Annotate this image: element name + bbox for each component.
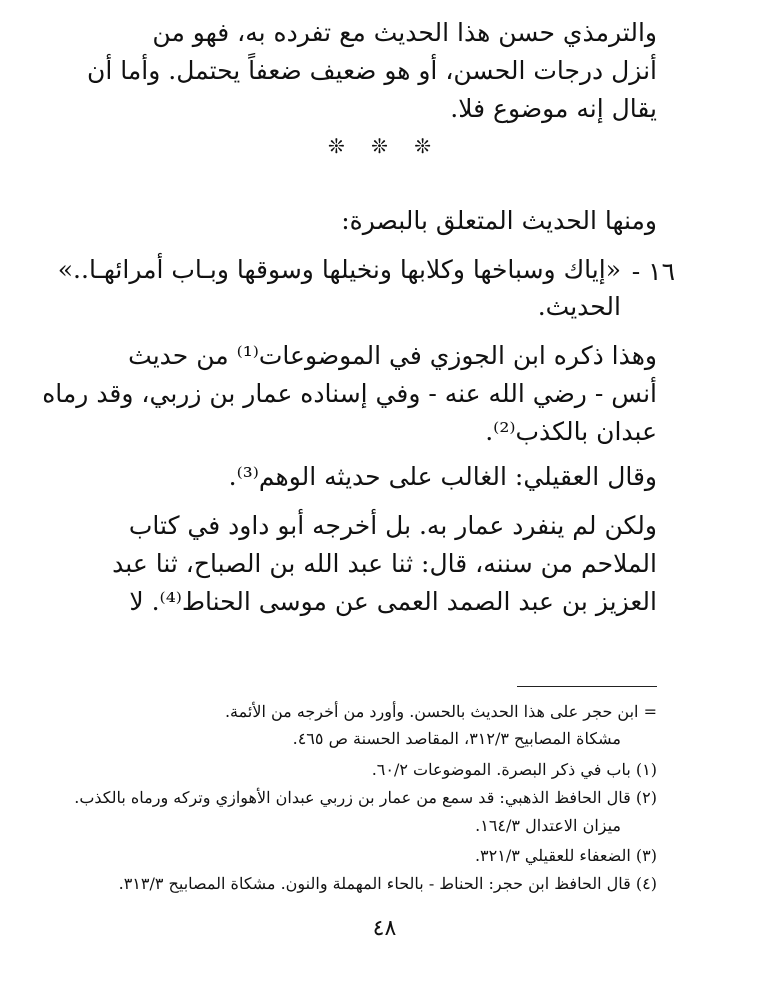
footnote-continuation-line-1: = ابن حجر على هذا الحديث بالحسن. وأورد من أخرجه من الأئمة.	[224, 702, 657, 721]
section-intro: ومنها الحديث المتعلق بالبصرة:	[341, 206, 657, 235]
hadith-text-line-2: الحديث.	[537, 292, 621, 321]
paragraph-1-line-3: يقال إنه موضوع فلا.	[450, 94, 657, 123]
hadith-text-line-1: «إياك وسباخها وكلابها ونخيلها وسوقها وبـاب أمرائهـا..»	[57, 255, 621, 284]
paragraph-1-line-2: أنزل درجات الحسن، أو هو ضعيف ضعفاً يحتمل. وأما أن	[87, 56, 657, 85]
hadith-number: ١٦ -	[631, 257, 675, 286]
page-number: ٤٨	[372, 916, 397, 941]
paragraph-2-line-1: وهذا ذكره ابن الجوزي في الموضوعات⁽¹⁾ من حديث	[128, 341, 657, 370]
paragraph-1-line-1: والترمذي حسن هذا الحديث مع تفرده به، فهو من	[152, 18, 657, 47]
paragraph-2-line-3: عبدان بالكذب⁽²⁾.	[485, 417, 657, 446]
footnote-1: (١) باب في ذكر البصرة. الموضوعات ٦٠/٢.	[371, 760, 657, 779]
paragraph-4-line-1: ولكن لم ينفرد عمار به. بل أخرجه أبو داود في كتاب	[128, 511, 657, 540]
footnote-2-line-1: (٢) قال الحافظ الذهبي: قد سمع من عمار بن زربي عبدان الأهوازي وتركه ورماه بالكذب.	[74, 788, 657, 807]
paragraph-4-line-2: الملاحم من سننه، قال: ثنا عبد الله بن الصباح، ثنا عبد	[112, 549, 657, 578]
footnote-divider	[517, 686, 657, 687]
paragraph-2-line-2: أنس - رضي الله عنه - وفي إسناده عمار بن زربي، وقد رماه	[42, 379, 657, 408]
section-separator: ❊ ❊ ❊	[328, 134, 441, 158]
paragraph-3-line-1: وقال العقيلي: الغالب على حديثه الوهم⁽³⁾.	[228, 462, 657, 491]
paragraph-4-line-3: العزيز بن عبد الصمد العمى عن موسى الحناط⁽⁴⁾. لا	[129, 587, 657, 616]
footnote-continuation-line-2: مشكاة المصابيح ٣١٢/٣، المقاصد الحسنة ص ٤٦٥.	[292, 729, 621, 748]
footnote-2-line-2: ميزان الاعتدال ١٦٤/٣.	[475, 816, 621, 835]
footnote-4: (٤) قال الحافظ ابن حجر: الحناط - بالحاء المهملة والنون. مشكاة المصابيح ٣١٣/٣.	[118, 874, 657, 893]
footnote-3: (٣) الضعفاء للعقيلي ٣٢١/٣.	[474, 846, 657, 865]
